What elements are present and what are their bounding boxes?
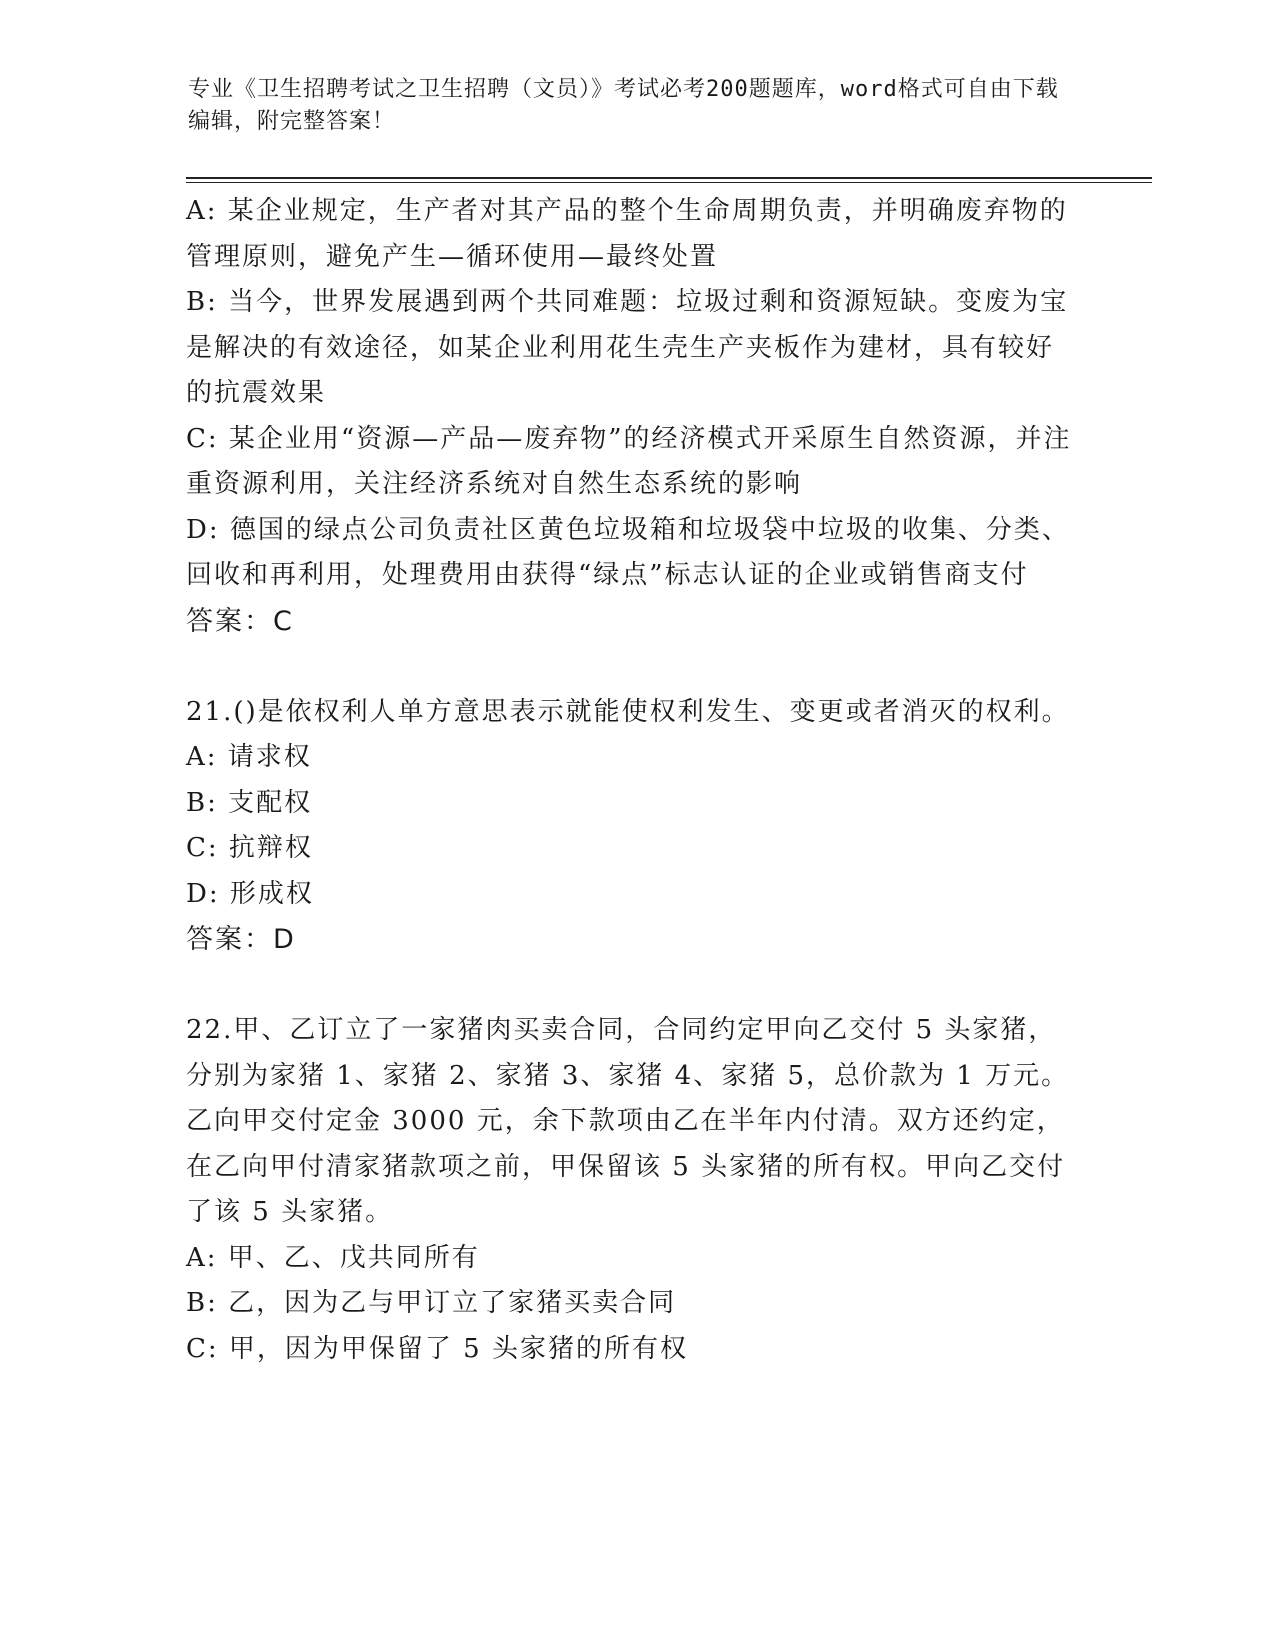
answer-line: 答案：C	[186, 605, 294, 637]
option-b: B: 乙，因为乙与甲订立了家猪买卖合同	[186, 1288, 677, 1318]
option-d: D: 德国的绿点公司负责社区黄色垃圾箱和垃圾袋中垃圾的收集、分类、回收和再利用，处理费用由获得“绿点”标志认证的企业或销售商支付	[186, 514, 1070, 590]
question-stem: 22.甲、乙订立了一家猪肉买卖合同，合同约定甲向乙交付 5 头家猪，分别为家猪 1、家猪 2、家猪 3、家猪 4、家猪 5，总价款为 1 万元。乙向甲交付定金 3000 元，余下款项由乙在半年内付清。双方还约定，在乙向甲付清家猪款项之前，甲保留该 5 头家猪的所有权。甲向乙交付了该 5 头家猪。	[186, 1015, 1070, 1227]
answer-line: 答案：D	[186, 924, 296, 955]
document-header	[188, 74, 1078, 138]
question-21	[186, 690, 1081, 963]
previous-question	[186, 189, 1081, 644]
option-d: D: 形成权	[186, 878, 314, 909]
option-a: A: 某企业规定，生产者对其产品的整个生命周期负责，并明确废弃物的管理原则，避免产生—循环使用—最终处置	[186, 196, 1068, 272]
option-a: A: 甲、乙、戊共同所有	[186, 1242, 480, 1273]
option-b: B: 当今，世界发展遇到两个共同难题：垃圾过剩和资源短缺。变废为宝是解决的有效途径，如某企业利用花生壳生产夹板作为建材，具有较好的抗震效果	[186, 287, 1069, 408]
question-stem: 21.()是依权利人单方意思表示就能使权利发生、变更或者消灭的权利。	[186, 696, 1070, 727]
option-c: C: 抗辩权	[186, 833, 313, 863]
header-title: 专业《卫生招聘考试之卫生招聘（文员）》考试必考200题题库，word格式可自由下载编辑，附完整答案！	[188, 77, 1059, 134]
option-a: A: 请求权	[186, 742, 312, 772]
option-c: C: 甲，因为甲保留了 5 头家猪的所有权	[186, 1333, 688, 1364]
option-c: C: 某企业用“资源—产品—废弃物”的经济模式开采原生自然资源，并注重资源利用，关注经济系统对自然生态系统的影响	[186, 423, 1072, 499]
question-22	[186, 1008, 1081, 1372]
document-body	[186, 189, 1081, 1372]
option-b: B: 支配权	[186, 787, 313, 818]
header-divider	[186, 177, 1152, 183]
